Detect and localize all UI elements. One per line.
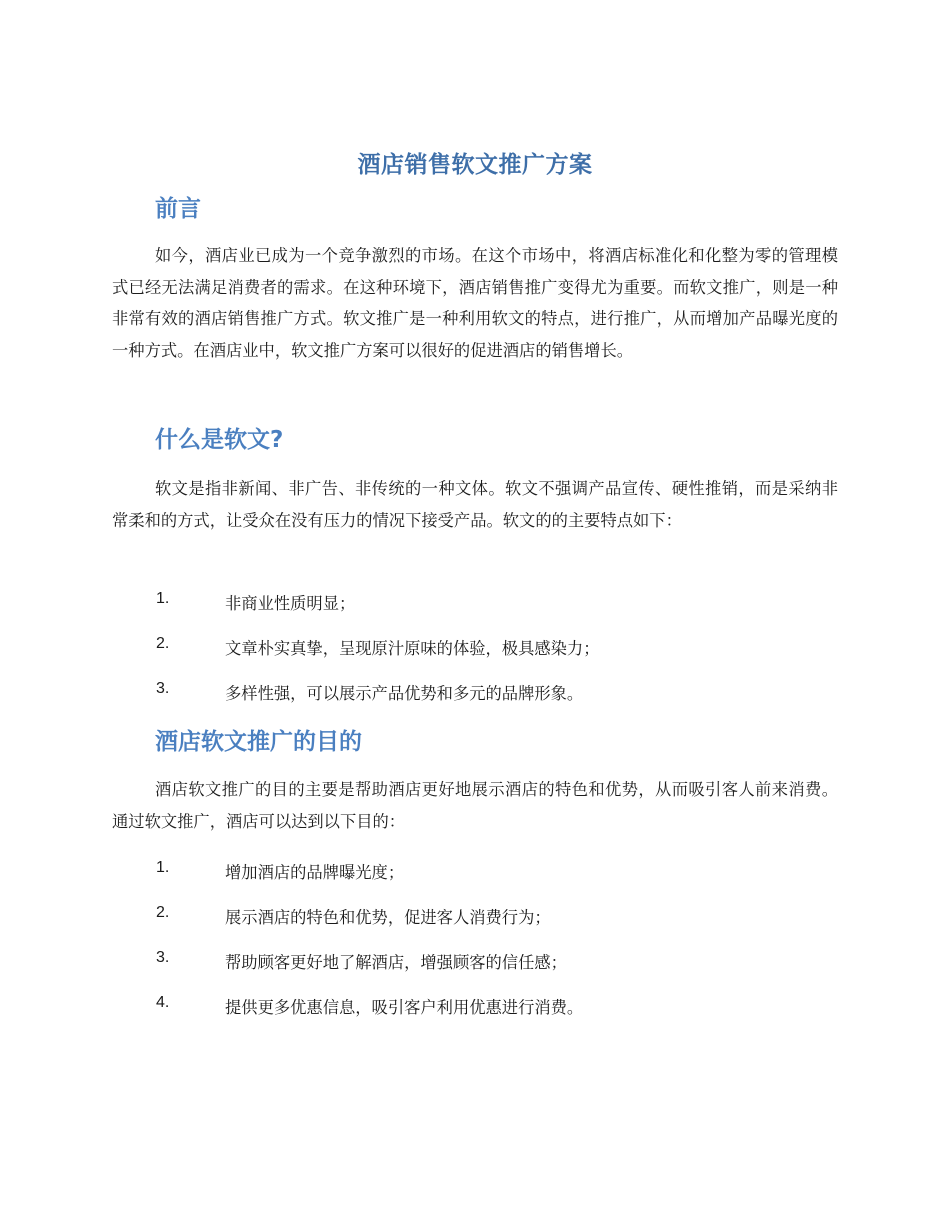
list-item-number: 3. xyxy=(156,680,170,697)
list-item-text: 增加酒店的品牌曝光度； xyxy=(225,863,405,882)
list-item-number: 2. xyxy=(156,904,170,921)
list-item-number: 3. xyxy=(156,949,170,966)
section-paragraph-what-is-soft-article: 软文是指非新闻、非广告、非传统的一种文体。软文不强调产品宣传、硬性推销，而是采纳非常柔和的方式，让受众在没有压力的情况下接受产品。软文的的主要特点如下： xyxy=(112,479,838,530)
section-paragraph-preface: 如今，酒店业已成为一个竞争激烈的市场。在这个市场中，将酒店标准化和化整为零的管理模式已经无法满足消费者的需求。在这种环境下，酒店销售推广变得尤为重要。而软文推广，则是一种非常有效的酒店销售推广方式。软文推广是一种利用软文的特点，进行推广，从而增加产品曝光度的一种方式。在酒店业中，软文推广方案可以很好的促进酒店的销售增长。 xyxy=(112,246,838,360)
list-item xyxy=(0,949,950,979)
section-heading-preface: 前言 xyxy=(155,196,201,222)
list-item xyxy=(0,590,950,620)
list-item-text: 文章朴实真挚，呈现原汁原味的体验，极具感染力； xyxy=(225,639,600,658)
list-item-text: 提供更多优惠信息，吸引客户利用优惠进行消费。 xyxy=(225,998,584,1017)
list-item-text: 展示酒店的特色和优势，促进客人消费行为； xyxy=(225,908,551,927)
list-item xyxy=(0,904,950,934)
list-item-text: 非商业性质明显； xyxy=(225,594,356,613)
list-item-number: 2. xyxy=(156,635,170,652)
list-item-number: 1. xyxy=(156,590,170,607)
section-heading-what-is-soft-article: 什么是软文? xyxy=(155,427,284,453)
list-item-text: 多样性强，可以展示产品优势和多元的品牌形象。 xyxy=(225,684,584,703)
list-item-number: 1. xyxy=(156,859,170,876)
document-title: 酒店销售软文推广方案 xyxy=(357,152,593,178)
section-heading-promotion-goals: 酒店软文推广的目的 xyxy=(155,729,362,755)
list-item xyxy=(0,859,950,889)
list-item-text: 帮助顾客更好地了解酒店，增强顾客的信任感； xyxy=(225,953,567,972)
list-item xyxy=(0,680,950,710)
list-item xyxy=(0,635,950,665)
list-item-number: 4. xyxy=(156,994,170,1011)
section-paragraph-promotion-goals: 酒店软文推广的目的主要是帮助酒店更好地展示酒店的特色和优势，从而吸引客人前来消费。通过软文推广，酒店可以达到以下目的： xyxy=(112,780,838,831)
list-item xyxy=(0,994,950,1024)
